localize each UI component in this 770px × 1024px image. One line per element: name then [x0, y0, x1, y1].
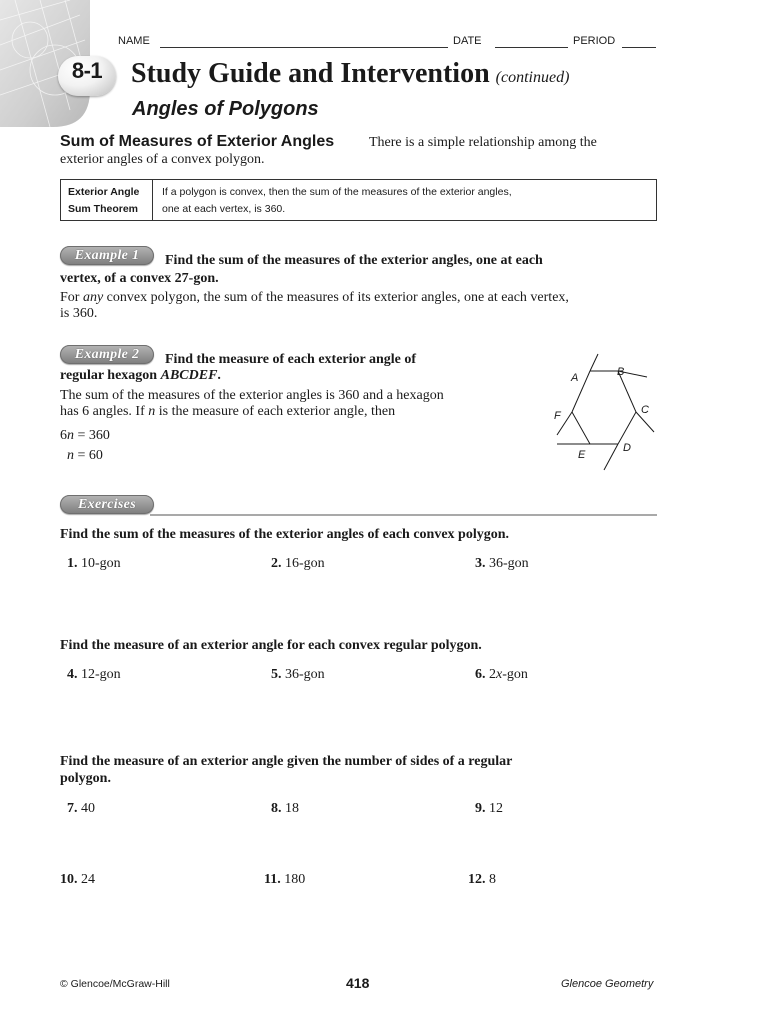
example2-question-post: . [217, 368, 221, 383]
exercise-number: 9. [475, 801, 486, 816]
exercise-group2-instruction: Find the measure of an exterior angle for each convex regular polygon. [60, 638, 482, 653]
exercise-text: 16-gon [285, 556, 325, 571]
exercise-text: 8 [489, 872, 496, 887]
section-heading: Sum of Measures of Exterior Angles [60, 133, 335, 150]
example1-question-line1: Find the sum of the measures of the exterior angles, one at each [165, 253, 543, 268]
footer-book-title: Glencoe Geometry [561, 978, 654, 990]
extension-d [604, 444, 618, 470]
example2-text-pre: has 6 angles. If [60, 404, 145, 419]
period-field[interactable] [622, 47, 656, 48]
page-subtitle: Angles of Polygons [132, 98, 319, 120]
date-label: DATE [453, 35, 482, 47]
exercises-label: Exercises [60, 495, 154, 514]
exercise-group1-instruction: Find the sum of the measures of the exterior angles of each convex polygon. [60, 527, 509, 542]
example1-answer-post: convex polygon, the sum of the measures of its exterior angles, one at each vertex, [106, 290, 569, 305]
example2-equation2 [67, 448, 103, 464]
theorem-text-line2: one at each vertex, is 360. [162, 203, 286, 215]
exercise-3[interactable] [475, 556, 529, 572]
exercise-number: 5. [271, 667, 282, 682]
example2-text-line1: The sum of the measures of the exterior angles is 360 and a hexagon [60, 388, 444, 403]
footer-copyright: © Glencoe/McGraw-Hill [60, 978, 170, 990]
example2-question-line2 [60, 368, 221, 384]
eq2-var: n [67, 448, 74, 463]
eq1-coef: 6 [60, 428, 67, 443]
exercise-text: 18 [285, 801, 299, 816]
example2-question-em: ABCDEF [160, 368, 218, 383]
vertex-label-d: D [623, 442, 631, 454]
exercise-12[interactable] [468, 872, 496, 888]
hexagon-side-cd [618, 412, 636, 444]
exercise-group3-instruction-line2: polygon. [60, 771, 111, 786]
vertex-label-c: C [641, 404, 649, 416]
example2-label: Example 2 [60, 345, 154, 364]
vertex-label-f: F [554, 410, 561, 422]
exercise-11[interactable] [264, 872, 305, 888]
exercise-number: 3. [475, 556, 486, 571]
exercise-2[interactable] [271, 556, 325, 572]
exercise-text-pre: 2 [489, 667, 496, 682]
eq1-rest: = 360 [74, 428, 110, 443]
vertex-label-e: E [578, 449, 586, 461]
page-title [131, 58, 569, 90]
extension-a [590, 354, 598, 371]
example1-answer-line2: is 360. [60, 306, 98, 321]
example2-question-line1: Find the measure of each exterior angle of [165, 352, 417, 367]
theorem-divider [152, 179, 153, 221]
exercise-text: 12 [489, 801, 503, 816]
exercise-number: 1. [67, 556, 78, 571]
example2-question-pre: regular hexagon [60, 368, 158, 383]
hexagon-figure [540, 345, 670, 475]
theorem-name-line1: Exterior Angle [68, 186, 140, 198]
name-field[interactable] [160, 47, 448, 48]
exercise-group3-instruction-line1: Find the measure of an exterior angle given the number of sides of a regular [60, 754, 513, 769]
exercise-text: 12-gon [81, 667, 121, 682]
theorem-text-line1: If a polygon is convex, then the sum of the measures of the exterior angles, [162, 186, 512, 198]
example1-question-line2: vertex, of a convex 27-gon. [60, 271, 219, 286]
exercise-number: 2. [271, 556, 282, 571]
vertex-label-a: A [571, 372, 579, 384]
exercise-number: 12. [468, 872, 486, 887]
exercise-number: 8. [271, 801, 282, 816]
date-field[interactable] [495, 47, 568, 48]
section-intro-line1: There is a simple relationship among the [369, 135, 597, 150]
exercises-rule [150, 514, 657, 516]
exercise-6[interactable] [475, 667, 528, 683]
exercise-text: 10-gon [81, 556, 121, 571]
name-label: NAME [118, 35, 150, 47]
exercise-text: 36-gon [285, 667, 325, 682]
title-suffix: (continued) [495, 69, 570, 86]
exercise-number: 6. [475, 667, 486, 682]
example2-text-post: is the measure of each exterior angle, then [158, 404, 396, 419]
period-label: PERIOD [573, 35, 616, 47]
example2-equation1 [60, 428, 110, 444]
example2-text-var: n [148, 404, 156, 419]
exercise-text-var: x [496, 667, 503, 682]
example1-answer-em: any [82, 290, 104, 305]
exercise-8[interactable] [271, 801, 299, 817]
lesson-number: 8-1 [71, 58, 103, 83]
eq1-var: n [67, 428, 74, 443]
exercise-text: 24 [81, 872, 95, 887]
hexagon-side-ef [572, 412, 590, 444]
exercise-text: 40 [81, 801, 95, 816]
exercise-9[interactable] [475, 801, 503, 817]
section-intro-line2: exterior angles of a convex polygon. [60, 152, 265, 167]
exercise-10[interactable] [60, 872, 95, 888]
example1-label: Example 1 [60, 246, 154, 265]
exercise-text: 180 [284, 872, 306, 887]
exercise-7[interactable] [67, 801, 95, 817]
exercise-5[interactable] [271, 667, 325, 683]
exercise-number: 7. [67, 801, 78, 816]
example1-answer-pre: For [60, 290, 80, 305]
example2-text-line2 [60, 404, 395, 420]
page-title-text: Study Guide and Intervention [131, 58, 490, 89]
vertex-label-b: B [617, 366, 625, 378]
exercise-number: 4. [67, 667, 78, 682]
exercise-4[interactable] [67, 667, 121, 683]
exercise-number: 10. [60, 872, 78, 887]
eq2-rest: = 60 [74, 448, 103, 463]
theorem-name-line2: Sum Theorem [68, 203, 139, 215]
exercise-number: 11. [264, 872, 281, 887]
exercise-1[interactable] [67, 556, 121, 572]
exercise-text: 36-gon [489, 556, 529, 571]
footer-page-number: 418 [346, 975, 370, 991]
exercise-text-post: -gon [502, 667, 528, 682]
example1-answer-line1 [60, 290, 569, 306]
